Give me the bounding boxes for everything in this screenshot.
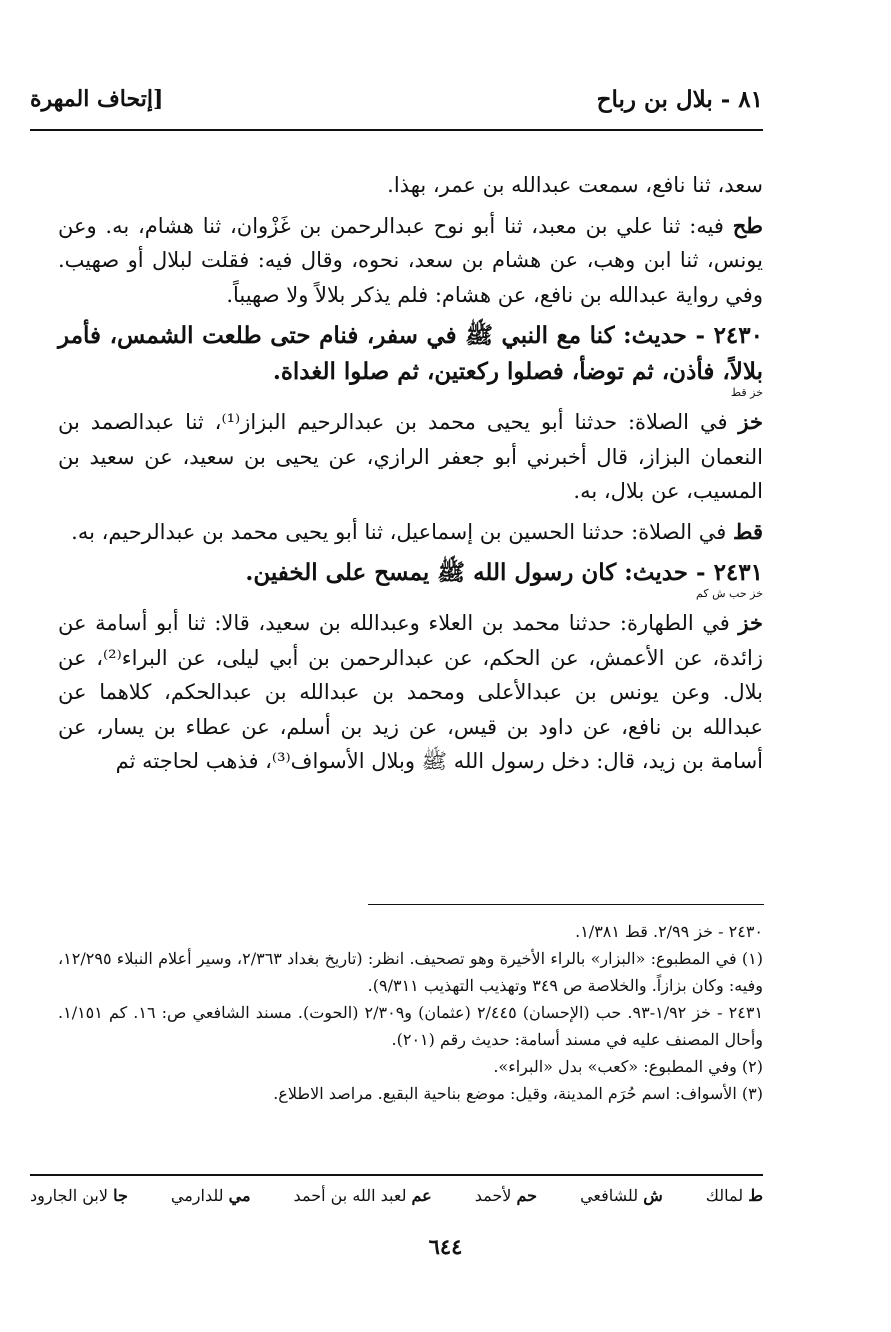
paragraph [58,168,763,203]
footnote: (٣) الأسواف: اسم حُرَم المدينة، وقيل: موضع بناحية البقيع. مراصد الاطلاع. [273,1084,763,1103]
source-code: طح [732,212,763,238]
legend-label: لعبد الله بن أحمد [293,1186,407,1205]
header-rule [30,129,763,131]
hadith-heading [58,318,763,399]
legend-item [30,1186,128,1205]
footnote: (١) في المطبوع: «البزار» بالراء الأخيرة وهو تصحيف. انظر: (تاريخ بغداد ٢/٣٦٣، وسير أعلام النبلاء ١٢/٢٩٥، وفيه: وكان بزازاً. والخلاصة ص ٣٤٩ وتهذيب التهذيب ٩/٣١١). [58,949,763,995]
legend-label: للشافعي [580,1186,639,1205]
legend-item [580,1186,663,1205]
paragraph-text: في الطهارة: حدثنا محمد بن العلاء وعبدالله بن سعيد، قالا: ثنا أبو أسامة عن زائدة، عن الأعمش، عن الحكم، عن عبدالرحمن بن أبي ليلى، عن البراء⁽²⁾، عن بلال. وعن يونس بن عبدالأعلى ومحمد بن عبدالله بن عبدالحكم، كلاهما عن عبدالله بن نافع، عن داود بن قيس، عن زيد بن أسلم، عن عطاء بن يسار، عن أسامة بن زيد، قال: دخل رسول الله ﷺ وبلال الأسواف⁽³⁾، فذهب لحاجته ثم [58,611,763,773]
legend-label: لمالك [705,1186,744,1205]
abbreviation-legend [30,1186,763,1205]
legend-code: ش [643,1186,663,1205]
footnote: ٢٤٣١ - خز ١/٩٢-٩٣. حب (الإحسان) ٢/٤٤٥ (عثمان) و٢/٣٠٩ (الحوت). مسند الشافعي ص: ١٦. كم ١/١٥١. وأحال المصنف عليه في مسند أسامة: حديث رقم (٢٠١). [58,1003,764,1049]
paragraph [58,515,763,550]
footnotes [58,918,763,1107]
legend-item [294,1186,432,1205]
hadith-2431-title: ٢٤٣١ - حديث: كان رسول الله ﷺ يمسح على الخفين. [245,559,763,586]
paragraph-text: في الصلاة: حدثنا أبو يحيى محمد بن عبدالرحيم البزاز⁽¹⁾، ثنا عبدالصمد بن النعمان البزاز، قال أخبرني أبو جعفر الرازي، عن يحيى بن سعيد، عن سعيد بن المسيب، عن بلال، به. [58,410,763,503]
legend-label: لابن الجارود [30,1186,108,1205]
legend-item [475,1186,537,1205]
legend-code: جا [113,1186,128,1205]
source-code: قط [733,518,763,544]
legend-code: حم [516,1186,538,1205]
hadith-2430-sources: خز قط [730,386,763,399]
source-code: خز [738,409,763,434]
book-title-header: [إتحاف المهرة [30,86,164,112]
legend-item [171,1186,251,1205]
page-number: ٦٤٤ [428,1234,463,1259]
legend-label: لأحمد [474,1186,512,1205]
legend-item [706,1186,763,1205]
paragraph-text: في الصلاة: حدثنا الحسين بن إسماعيل، ثنا أبو يحيى محمد بن عبدالرحيم، به. [71,519,734,544]
footnote: ٢٤٣٠ - خز ٢/٩٩. قط ١/٣٨١. [575,922,763,941]
main-text [58,168,763,785]
legend-label: للدارمي [170,1186,224,1205]
footnote: (٢) وفي المطبوع: «كعب» بدل «البراء». [493,1057,763,1076]
legend-code: عم [411,1186,432,1205]
hadith-2431-sources: خز حب ش كم [696,587,763,600]
hadith-heading [58,555,763,600]
footnote-rule [368,904,764,905]
hadith-2430-title: ٢٤٣٠ - حديث: كنا مع النبي ﷺ في سفر، فنام حتى طلعت الشمس، فأمر بلالاً، فأذن، ثم توضأ، فصلوا ركعتين، ثم صلوا الغداة. [58,322,763,385]
paragraph [58,405,763,509]
chapter-header: ٨١ - بلال بن رباح [596,86,763,113]
legend-rule [30,1174,763,1176]
legend-code: مي [228,1186,251,1205]
paragraph-text: سعد، ثنا نافع، سمعت عبدالله بن عمر، بهذا. [387,173,763,197]
paragraph [58,606,763,779]
legend-code: ط [748,1186,763,1205]
paragraph [58,209,763,313]
paragraph-text: فيه: ثنا علي بن معبد، ثنا أبو نوح عبدالرحمن بن غَزْوان، ثنا هشام، به. وعن يونس، ثنا ابن وهب، عن هشام بن سعد، نحوه، وقال فيه: فقلت لبلال أو صهيب. وفي رواية عبدالله بن نافع، عن هشام: فلم يذكر بلالاً ولا صهيباً. [58,213,763,307]
source-code: خز [738,610,763,635]
